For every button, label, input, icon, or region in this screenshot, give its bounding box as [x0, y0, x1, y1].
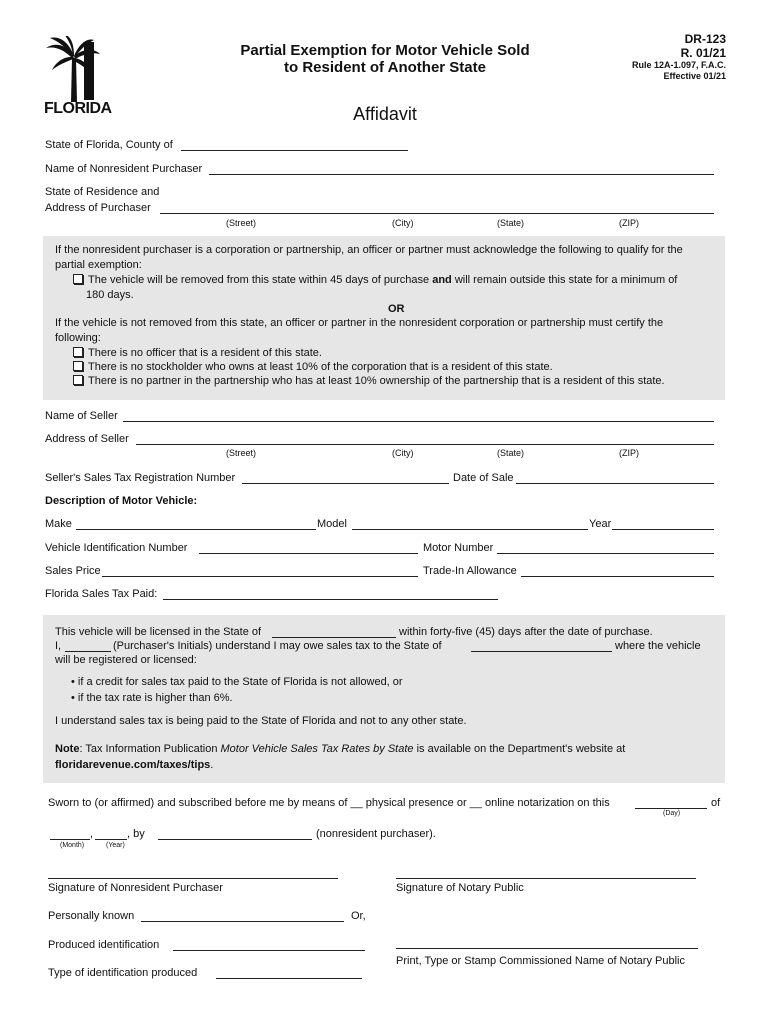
id-type-field[interactable]	[216, 978, 362, 979]
licensed-in-state-a: This vehicle will be licensed in the State of	[55, 626, 262, 638]
personally-known-label: Personally known	[48, 910, 135, 922]
day-field[interactable]	[635, 808, 707, 809]
produced-id-label: Produced identification	[48, 939, 160, 951]
purchaser-name-label: Name of Nonresident Purchaser	[45, 163, 203, 175]
dor-website-link[interactable]: floridarevenue.com/taxes/tips	[55, 759, 211, 771]
corporation-acknowledgement-box	[43, 236, 725, 400]
seller-address-label: Address of Seller	[45, 433, 129, 445]
seller-street-caption: (Street)	[226, 448, 257, 458]
purchaser-zip-caption: (ZIP)	[619, 218, 639, 228]
document-type: Affidavit	[353, 104, 417, 124]
check-removed-45-days: The vehicle will be removed from this state within 45 days of purchase and will remain outside this state for a minimum of	[73, 274, 677, 287]
palm-tree-icon	[44, 36, 104, 102]
purchaser-address-field[interactable]	[160, 213, 714, 214]
purchaser-name-notary-field[interactable]	[158, 839, 312, 840]
seller-zip-caption: (ZIP)	[619, 448, 639, 458]
motor-number-field[interactable]	[497, 553, 714, 554]
trade-in-field[interactable]	[521, 576, 714, 577]
produced-id-field[interactable]	[173, 950, 365, 951]
form-title-line2: to Resident of Another State	[284, 59, 486, 76]
residence-label-1: State of Residence and	[45, 186, 160, 198]
of-label: of	[711, 797, 721, 809]
box1-para2-a: If the vehicle is not removed from this state, an officer or partner in the nonresident corporation or partnership must certify the	[55, 317, 664, 329]
make-field[interactable]	[76, 529, 316, 530]
licensed-in-state-b: within forty-five (45) days after the date of purchase.	[399, 626, 653, 638]
form-revision: R. 01/21	[680, 46, 726, 60]
year-caption: (Year)	[106, 842, 125, 849]
year-field-notary[interactable]	[95, 839, 127, 840]
state-wordmark: FLORIDA	[44, 100, 112, 117]
notary-signature-line[interactable]	[396, 878, 696, 879]
seller-state-caption: (State)	[497, 448, 525, 458]
date-of-sale-label: Date of Sale	[453, 472, 514, 484]
form-title-line1: Partial Exemption for Motor Vehicle Sold	[240, 42, 530, 59]
bullet-tax-rate: • if the tax rate is higher than 6%.	[71, 692, 233, 704]
box1-intro-2: partial exemption:	[55, 259, 142, 271]
vin-label: Vehicle Identification Number	[45, 542, 188, 554]
box1-intro-1: If the nonresident purchaser is a corporation or partnership, an officer or partner must acknowledge the following to qualify for the	[55, 244, 683, 256]
seller-reg-label: Seller's Sales Tax Registration Number	[45, 472, 236, 484]
form-number: DR-123	[684, 32, 726, 46]
seller-name-label: Name of Seller	[45, 410, 118, 422]
understand-statement: I understand sales tax is being paid to the State of Florida and not to any other state.	[55, 715, 467, 727]
make-label: Make	[45, 518, 72, 530]
id-type-label: Type of identification produced	[48, 967, 198, 979]
initials-field[interactable]	[65, 651, 111, 652]
model-field[interactable]	[352, 529, 588, 530]
notary-name-line[interactable]	[396, 948, 698, 949]
sales-price-field[interactable]	[102, 576, 418, 577]
date-of-sale-field[interactable]	[516, 483, 714, 484]
year-label: Year	[589, 518, 612, 530]
motor-number-label: Motor Number	[423, 542, 494, 554]
form-rule: Rule 12A-1.097, F.A.C.	[631, 60, 726, 70]
notary-name-label: Print, Type or Stamp Commissioned Name of Notary Public	[396, 955, 685, 967]
initials-line-b: (Purchaser's Initials) understand I may owe sales tax to the State of	[113, 640, 442, 652]
vehicle-heading: Description of Motor Vehicle:	[45, 495, 198, 507]
seller-city-caption: (City)	[392, 448, 414, 458]
owe-state-field[interactable]	[471, 651, 612, 652]
sales-price-label: Sales Price	[45, 565, 101, 577]
purchaser-street-caption: (Street)	[226, 218, 257, 228]
sworn-statement: Sworn to (or affirmed) and subscribed before me by means of __ physical presence or __ online notarization on this	[48, 797, 610, 809]
check-180-days: 180 days.	[86, 289, 134, 301]
purchaser-city-caption: (City)	[392, 218, 414, 228]
day-caption: (Day)	[663, 810, 681, 817]
month-year-comma: ,	[90, 828, 94, 840]
seller-address-field[interactable]	[136, 444, 714, 445]
check-no-partner: There is no partner in the partnership who has at least 10% ownership of the partnership that is a resident of this state.	[73, 375, 665, 388]
checkbox-removed-45-days[interactable]	[73, 274, 83, 284]
by-label: , by	[127, 828, 145, 840]
year-field[interactable]	[612, 529, 714, 530]
or-divider: OR	[388, 303, 405, 315]
initials-line-a: I,	[55, 640, 62, 652]
month-field[interactable]	[50, 839, 90, 840]
note-line-1: Note: Tax Information Publication Motor Vehicle Sales Tax Rates by State is available on the Department's website at	[55, 743, 626, 755]
form-effective: Effective 01/21	[663, 71, 726, 81]
seller-reg-field[interactable]	[242, 483, 449, 484]
licensed-state-field[interactable]	[272, 637, 396, 638]
note-line-2: floridarevenue.com/taxes/tips.	[55, 759, 214, 771]
purchaser-state-caption: (State)	[497, 218, 525, 228]
notary-signature-label: Signature of Notary Public	[396, 882, 524, 894]
trade-in-label: Trade-In Allowance	[423, 565, 517, 577]
model-label: Model	[317, 518, 347, 530]
check-no-stockholder: There is no stockholder who owns at least 10% of the corporation that is a resident of this state.	[73, 361, 553, 374]
checkbox-no-stockholder[interactable]	[73, 361, 83, 371]
registered-licensed: will be registered or licensed:	[55, 654, 197, 666]
county-label: State of Florida, County of	[45, 139, 173, 151]
nonresident-purchaser-label: (nonresident purchaser).	[316, 828, 436, 840]
vin-field[interactable]	[199, 553, 418, 554]
box1-para2-b: following:	[55, 332, 101, 344]
bullet-credit: • if a credit for sales tax paid to the State of Florida is not allowed, or	[71, 676, 403, 688]
checkbox-no-officer[interactable]	[73, 347, 83, 357]
purchaser-signature-line[interactable]	[48, 878, 338, 879]
seller-name-field[interactable]	[123, 421, 714, 422]
or-label: Or,	[351, 910, 366, 922]
check-no-officer: There is no officer that is a resident of this state.	[73, 347, 322, 360]
personally-known-field[interactable]	[141, 921, 344, 922]
florida-tax-label: Florida Sales Tax Paid:	[45, 588, 158, 600]
county-field[interactable]	[181, 150, 408, 151]
florida-tax-field[interactable]	[163, 599, 498, 600]
checkbox-no-partner[interactable]	[73, 375, 83, 385]
residence-label-2: Address of Purchaser	[45, 202, 151, 214]
licensing-acknowledgement-box	[43, 615, 725, 783]
purchaser-name-field[interactable]	[209, 174, 714, 175]
month-caption: (Month)	[60, 842, 85, 849]
initials-line-c: where the vehicle	[615, 640, 701, 652]
purchaser-signature-label: Signature of Nonresident Purchaser	[48, 882, 223, 894]
